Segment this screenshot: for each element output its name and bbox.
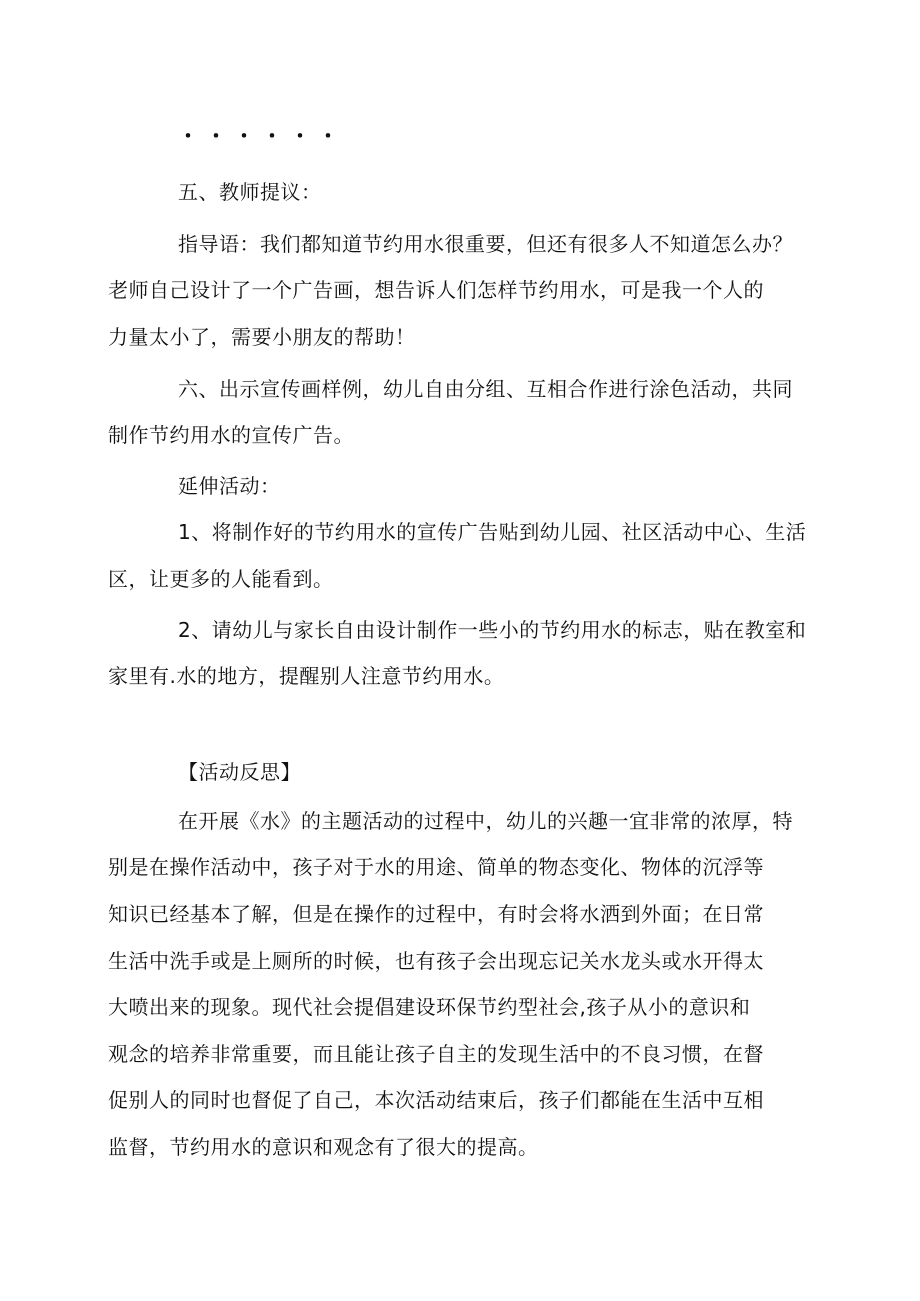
section-heading-reflection: 【活动反思】 (178, 760, 301, 784)
paragraph-line: 别是在操作活动中，孩子对于水的用途、简单的物态变化、物体的沉浮等 (108, 855, 764, 879)
section-heading-teacher-suggestion: 五、教师提议： (178, 180, 322, 204)
paragraph-line: 在开展《水》的主题活动的过程中，幼儿的兴趣一宜非常的浓厚，特 (178, 809, 793, 833)
list-item: 2、请幼儿与家长自由设计制作一些小的节约用水的标志，贴在教室和 (178, 618, 807, 642)
paragraph-line: 指导语：我们都知道节约用水很重要，但还有很多人不知道怎么办？ (178, 232, 793, 256)
paragraph-line: 生活中洗手或是上厕所的时候，也有孩子会出现忘记关水龙头或水开得太 (108, 949, 764, 973)
paragraph-line: 力量太小了，需要小朋友的帮助！ (108, 325, 416, 349)
paragraph-line: 六、出示宣传画样例，幼儿自由分组、互相合作进行涂色活动，共同 (178, 377, 793, 401)
paragraph-line: 观念的培养非常重要，而且能让孩子自主的发现生活中的不良习惯，在督 (108, 1042, 764, 1066)
paragraph-line: 大喷出来的现象。现代社会提倡建设环保节约型社会,孩子从小的意识和 (108, 995, 751, 1019)
section-heading-extension: 延伸活动： (178, 474, 281, 498)
paragraph-line: 老师自己设计了一个广告画，想告诉人们怎样节约用水，可是我一个人的 (108, 278, 764, 302)
paragraph-line: 监督，节约用水的意识和观念有了很大的提高。 (108, 1135, 539, 1159)
paragraph-line: 制作节约用水的宣传广告。 (108, 423, 354, 447)
paragraph-line: 知识已经基本了解，但是在操作的过程中，有时会将水洒到外面；在日常 (108, 902, 764, 926)
paragraph-line: 区，让更多的人能看到。 (108, 567, 334, 591)
paragraph-line: 家里有.水的地方，提醒别人注意节约用水。 (108, 664, 505, 688)
ellipsis-dots: ・・・・・・ (178, 124, 346, 148)
paragraph-line: 促别人的同时也督促了自己，本次活动结束后，孩子们都能在生活中互相 (108, 1088, 764, 1112)
list-item: 1、将制作好的节约用水的宣传广告贴到幼儿园、社区活动中心、生活 (178, 520, 807, 544)
